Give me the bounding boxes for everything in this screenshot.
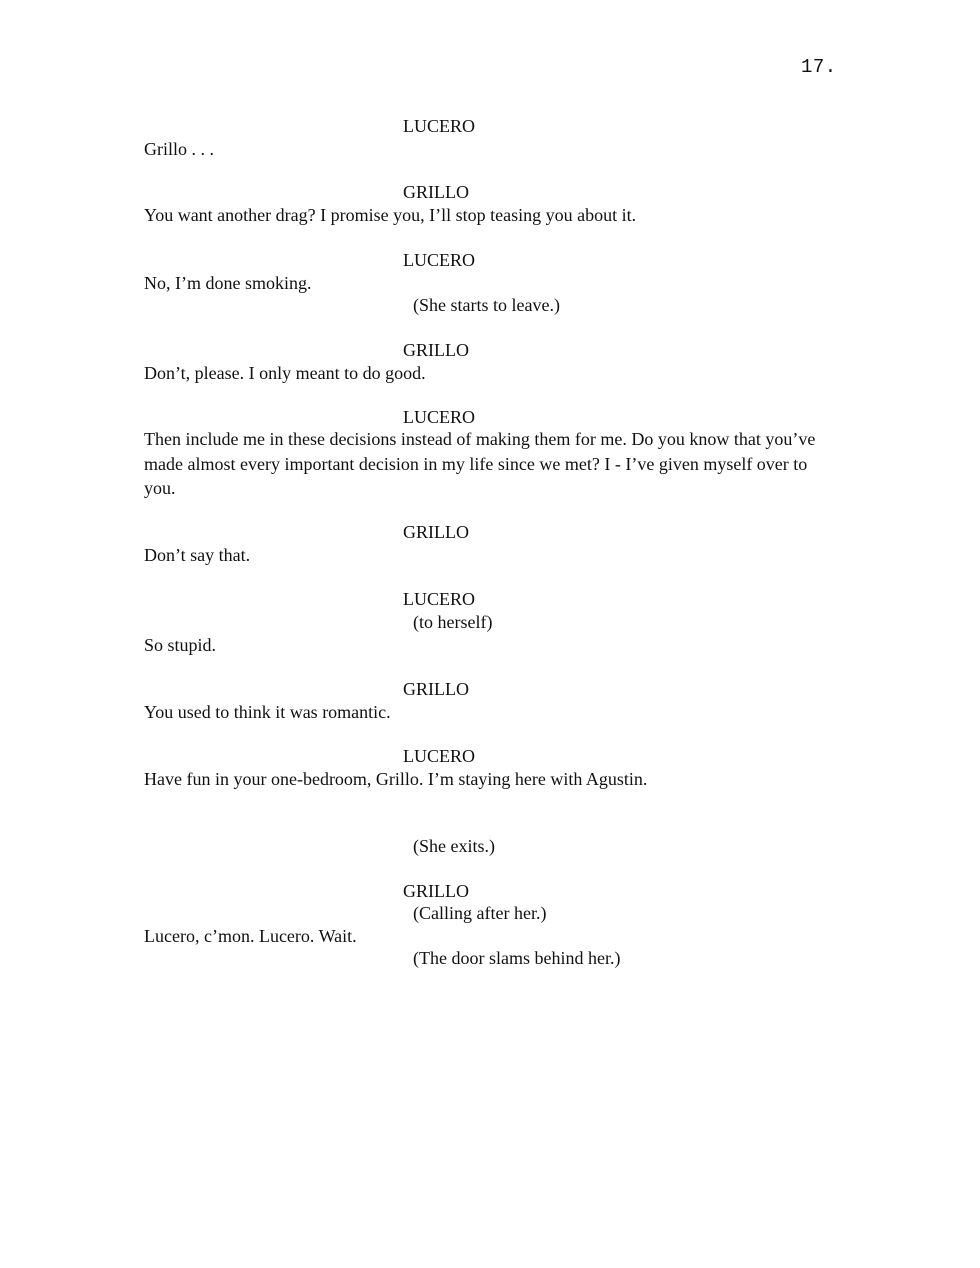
- character-name: LUCERO: [403, 250, 475, 270]
- character-name: LUCERO: [403, 116, 475, 136]
- dialogue-line: Lucero, c’mon. Lucero. Wait.: [144, 926, 357, 946]
- dialogue-line: No, I’m done smoking.: [144, 273, 312, 293]
- parenthetical: (Calling after her.): [413, 903, 547, 923]
- stage-direction: (She exits.): [413, 836, 495, 856]
- character-name: GRILLO: [403, 679, 469, 699]
- dialogue-line: Don’t, please. I only meant to do good.: [144, 363, 426, 383]
- character-name: LUCERO: [403, 746, 475, 766]
- character-name: GRILLO: [403, 182, 469, 202]
- dialogue-line: You used to think it was romantic.: [144, 702, 391, 722]
- page-number: 17.: [801, 56, 837, 78]
- parenthetical: (to herself): [413, 612, 493, 632]
- character-name: GRILLO: [403, 340, 469, 360]
- character-name: GRILLO: [403, 881, 469, 901]
- dialogue-line: So stupid.: [144, 635, 217, 655]
- character-name: GRILLO: [403, 522, 469, 542]
- dialogue-line: Grillo . . .: [144, 139, 214, 159]
- character-name: LUCERO: [403, 407, 475, 427]
- dialogue-line: Don’t say that.: [144, 545, 251, 565]
- dialogue-line: You want another drag? I promise you, I’ll stop teasing you about it.: [144, 205, 637, 225]
- character-name: LUCERO: [403, 589, 475, 609]
- dialogue-line: Have fun in your one-bedroom, Grillo. I’m staying here with Agustin.: [144, 769, 648, 789]
- stage-direction: (The door slams behind her.): [413, 948, 621, 968]
- stage-direction: (She starts to leave.): [413, 295, 560, 315]
- dialogue-paragraph: Then include me in these decisions instead of making them for me. Do you know that you’ve made almost every important decision in my life since we met? I - I’ve given myself over to you.: [144, 429, 816, 498]
